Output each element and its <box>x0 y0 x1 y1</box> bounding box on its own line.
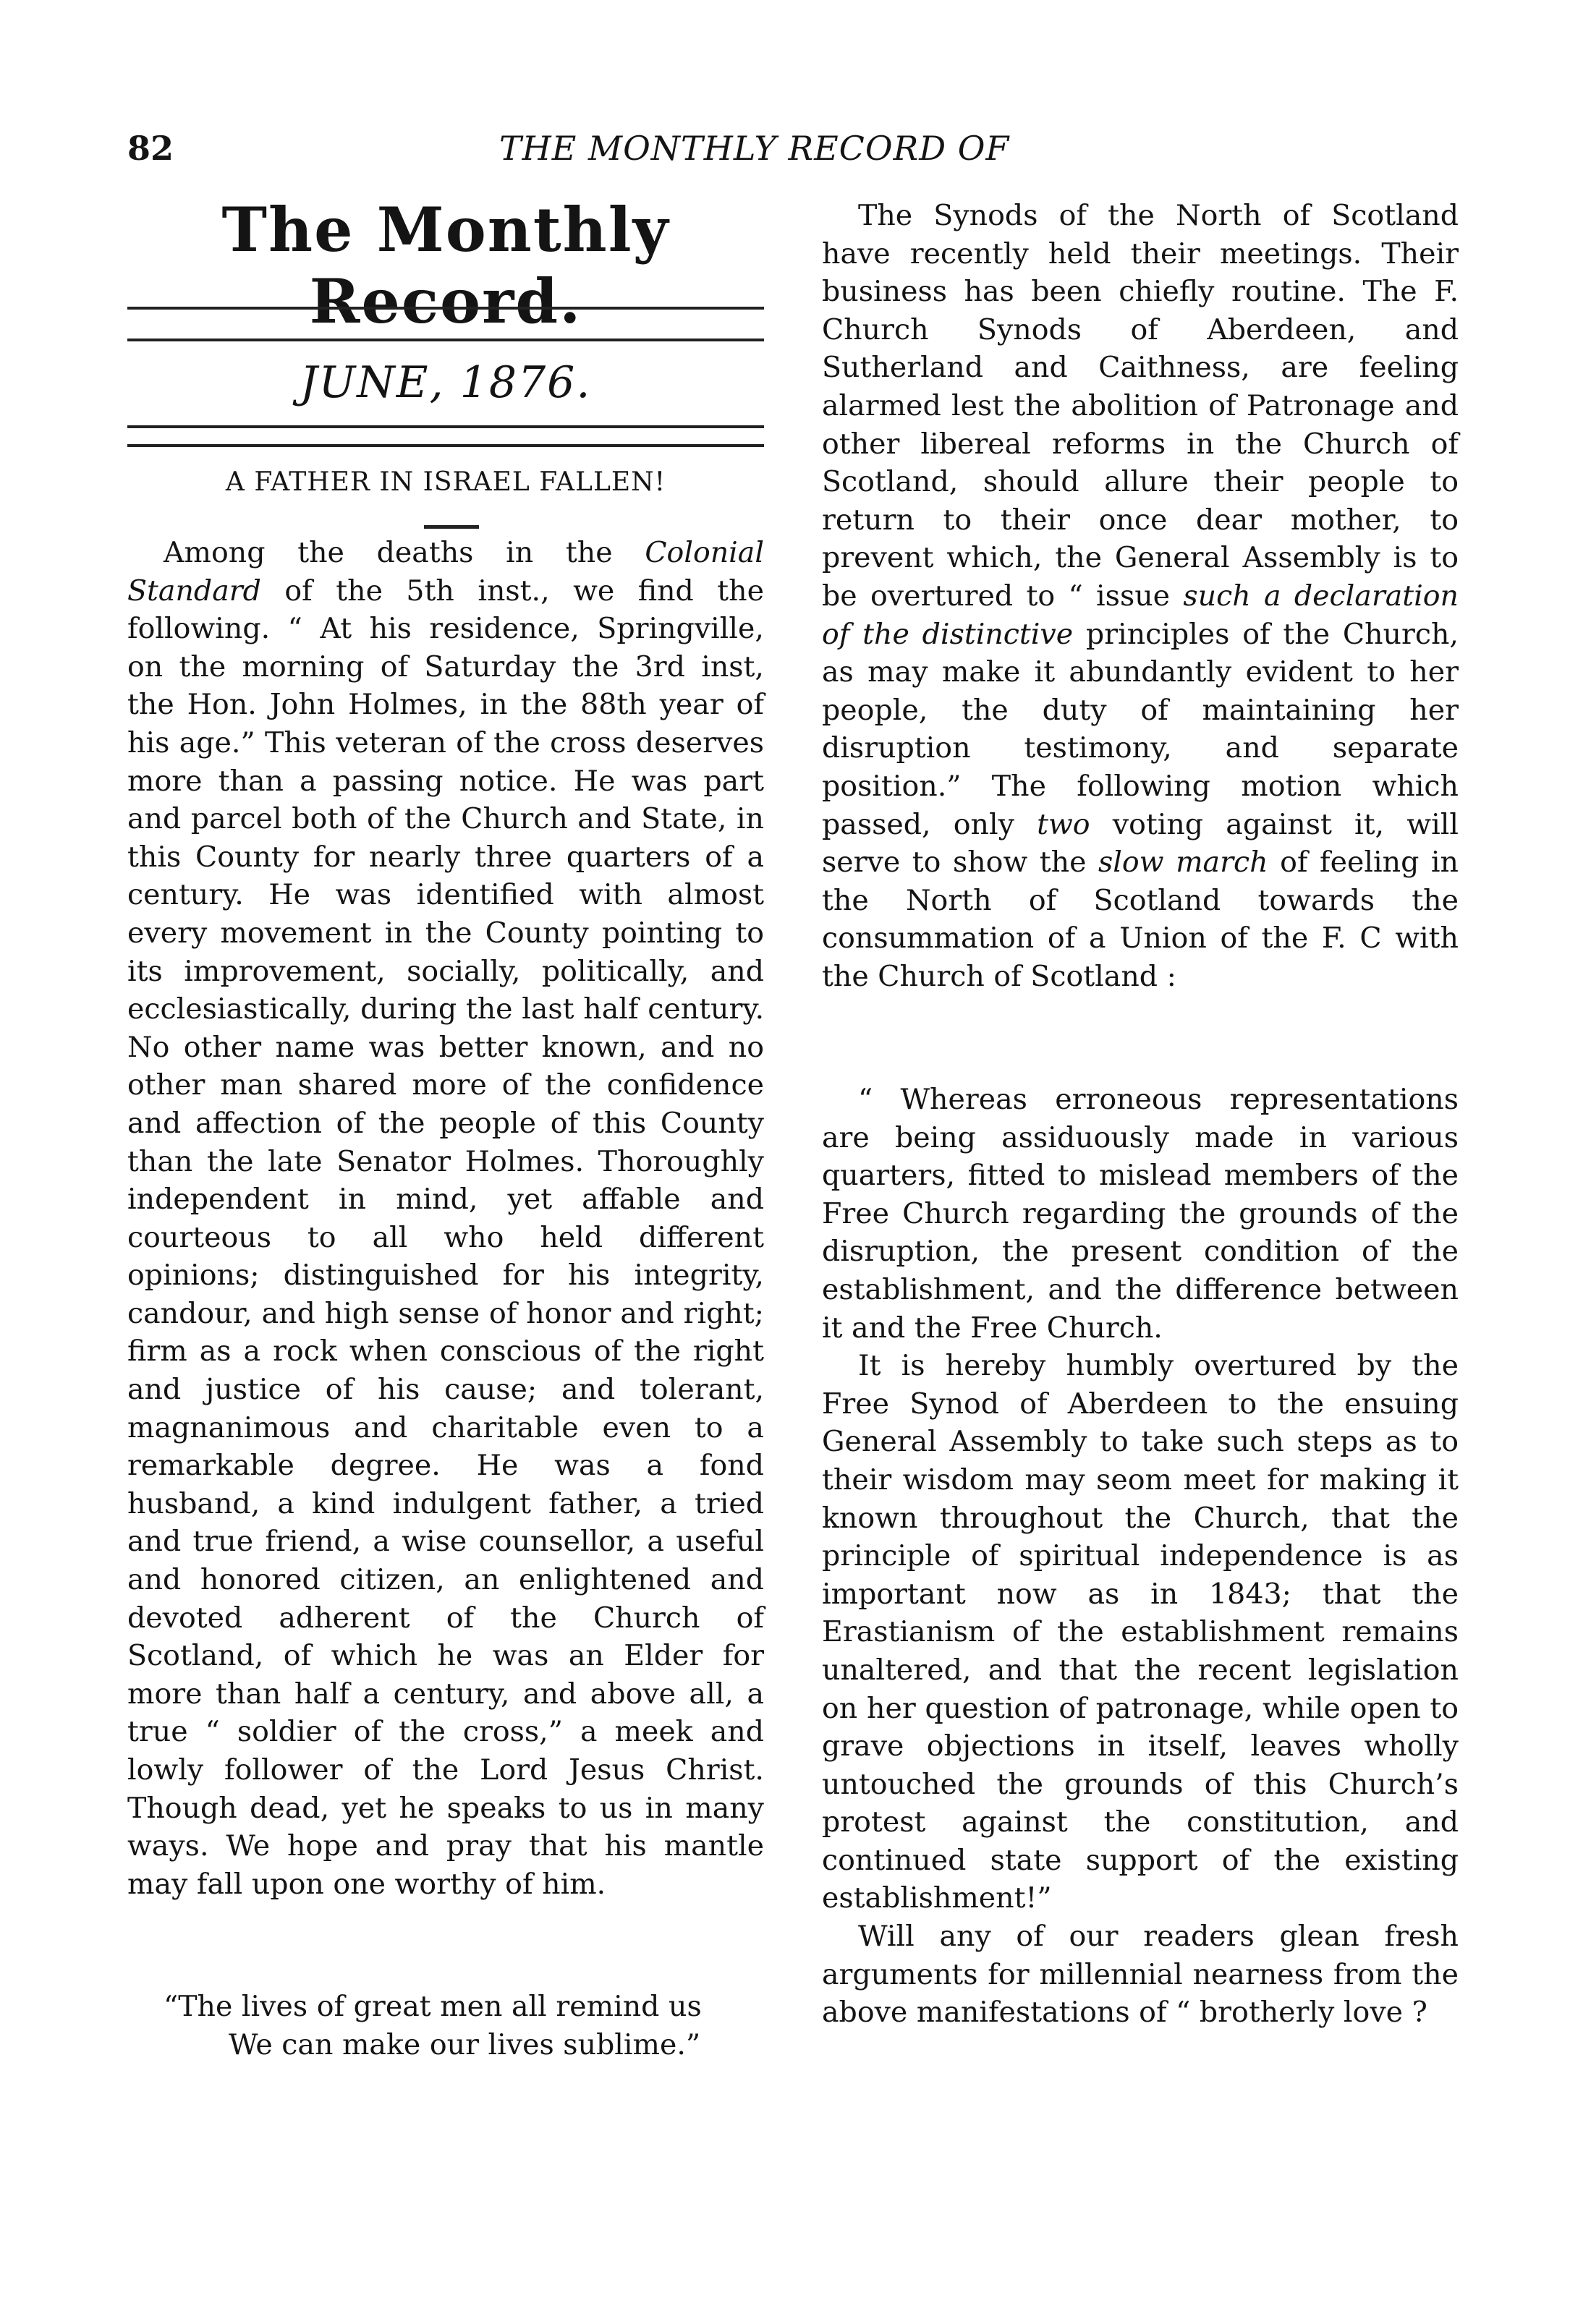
closing-verse <box>127 1988 764 2064</box>
article-title: A FATHER IN ISRAEL FALLEN! <box>225 467 666 497</box>
emphasis-slow-march: slow march <box>1098 846 1268 880</box>
verse-line-1: “The lives of great men all remind us <box>164 1990 702 2023</box>
verse-line-2: We can make our lives sublime.” <box>229 2027 701 2061</box>
obituary-paragraph: Among the deaths in the Colonial Standard of the 5th inst., we find the following. “ At his residence, Springville, on the morning of Saturday the 3rd inst, the Hon. John Holmes, in the 88th year of his age.” This veteran of the cross deserves more than a passing notice. He was part and parcel both of the Church and State, in this County for nearly three quarters of a century. He was identified with almost every movement in the County pointing to its improvement, socially, politically, and ecclesiastically, during the last half century. No other name was better known, and no other man shared more of the confidence and affection of the people of this County than the late Senator Holmes. Thoroughly independent in mind, yet affable and courteous to all who held different opinions; distinguished for his integrity, candour, and high sense of honor and right; firm as a rock when conscious of the right and justice of his cause; and tolerant, magnanimous and charitable even to a remarkable degree. He was a fond husband, a kind indulgent father, a tried and true friend, a wise counsellor, a useful and honored citizen, an enlightened and devoted adherent of the Church of Scotland, of which he was an Elder for more than half a century, and above all, a true “ soldier of the cross,” a meek and lowly follower of the Lord Jesus Christ. Though dead, yet he speaks to us in many ways. We hope and pray that his mantle may fall upon one worthy of him. <box>127 536 764 1901</box>
running-head: THE MONTHLY RECORD OF <box>499 129 1010 168</box>
closing-question: Will any of our readers glean fresh arguments for millennial nearness from the above manifestations of “ brotherly love ? <box>822 1920 1459 2030</box>
date-rule-bottom <box>127 444 764 447</box>
title-divider <box>424 525 479 529</box>
overture-paragraph-2: It is hereby humbly overtured by the Free Synod of Aberdeen to the ensuing General Assembly to take such steps as to their wisdom may seom meet for making it known throughout the Church, that the principle of spiritual independence is as important now as in 1843; that the Erastianism of the establishment remains unaltered, and that the recent legislation on her question of patronage, while open to grave objections in itself, leaves wholly untouched the grounds of this Church’s protest against the constitution, and continued state support of the existing establishment!” <box>822 1349 1459 1915</box>
synods-paragraph: The Synods of the North of Scotland have recently held their meetings. Their business has been chiefly routine. The F. Church Synods of Aberdeen, and Sutherland and Caithness, are feeling alarmed lest the abolition of Patronage and other libereal reforms in the Church of Scotland, should allure their people to return to their once dear mother, to prevent which, the General Assembly is to be overtured to “ issue such a declaration of the distinctive principles of the Church, as may make it abundantly evident to her people, the duty of maintaining her disruption testimony, and separate position.” The following motion which passed, only two voting against it, will serve to show the slow march of feeling in the North of Scotland towards the consummation of a Union of the F. C with the Church of Scotland : <box>822 199 1459 993</box>
date-rule-top <box>127 425 764 428</box>
overture-text <box>822 1081 1459 2032</box>
masthead-rule-bottom <box>127 339 764 341</box>
quoted-phrase: such a declaration of the distinctive <box>822 579 1459 651</box>
synods-article <box>822 197 1459 995</box>
overture-paragraph-1: “ Whereas erroneous representations are being assiduously made in various quarters, fitted to mislead members of the Free Church regarding the grounds of the disruption, the present condition of the establishment, and the difference between it and the Free Church. <box>822 1083 1459 1345</box>
obituary-body <box>127 534 764 1903</box>
issue-date: JUNE, 1876. <box>300 357 592 408</box>
emphasis-two: two <box>1037 807 1090 841</box>
page-number: 82 <box>127 129 174 168</box>
newspaper-name: Colonial Standard <box>127 536 764 608</box>
masthead-rule-top <box>127 307 764 310</box>
masthead-title: The Monthly Record. <box>221 194 670 337</box>
